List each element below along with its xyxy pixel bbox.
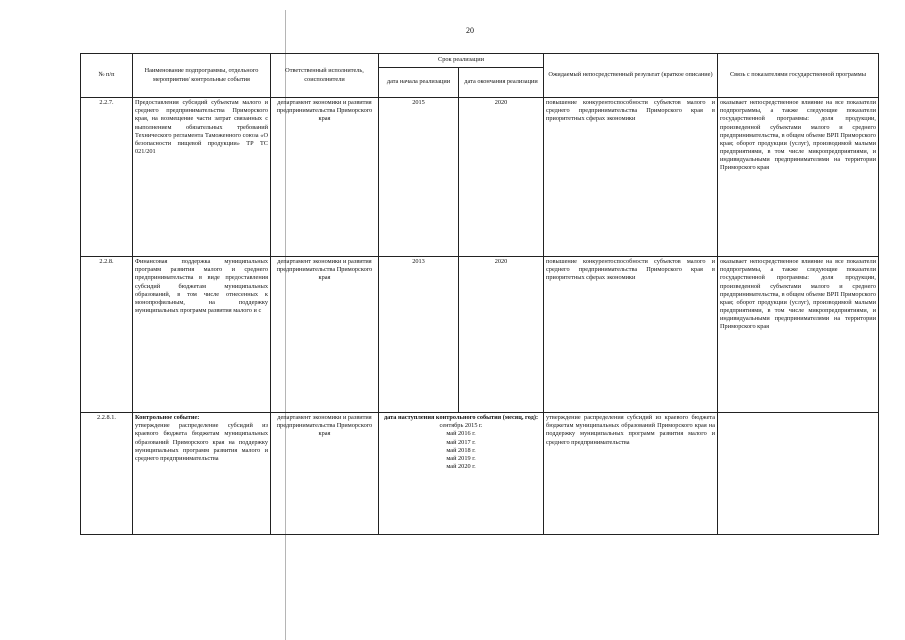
row-end: 2020 xyxy=(459,257,544,413)
row-start: 2013 xyxy=(379,257,459,413)
header-start: дата начала реализации xyxy=(379,68,459,98)
control-event-date: май 2019 г. xyxy=(446,454,476,462)
control-event-date: май 2020 г. xyxy=(446,463,476,471)
table-row xyxy=(81,413,879,535)
control-event-date: сентябрь 2015 г. xyxy=(439,422,483,430)
table-row xyxy=(81,257,879,413)
row-responsible: департамент экономики и развития предпринимательства Приморского края xyxy=(271,98,379,257)
header-result: Ожидаемый непосредственный результат (краткое описание) xyxy=(544,54,718,98)
header-end: дата окончания реализации xyxy=(459,68,544,98)
row-num: 2.2.8. xyxy=(81,257,133,413)
row-link: оказывает непосредственное влияние на все показатели подпрограммы, а также следующие показатели государственной программы: доля продукции, произведенной субъектами малого и среднего предпринимательства, в общем объеме ВРП Приморского края; оборот продукции (услуг), производимой малыми предприятиями, в том числе микропредприятиями, и индивидуальными предпринимателями на территории Приморского края xyxy=(718,257,879,413)
row-result: утверждение распределения субсидий из краевого бюджета бюджетам муниципальных образований Приморского края на поддержку муниципальных программ развития малого и среднего предпринимательства xyxy=(544,413,718,535)
program-activities-table xyxy=(80,53,879,535)
header-link: Связь с показателями государственной программы xyxy=(718,54,879,98)
header-period: Срок реализации xyxy=(379,54,544,68)
header-name: Наименование подпрограммы, отдельного мероприятия/ контрольные события xyxy=(133,54,271,98)
row-event xyxy=(133,413,271,535)
control-event-date: май 2017 г. xyxy=(446,438,476,446)
page-number: 20 xyxy=(466,26,474,35)
row-name: Финансовая поддержка муниципальных программ развития малого и среднего предпринимательства в виде предоставления субсидий бюджетам муниципальных образований, в том числе отнесенных к монопрофильным, на поддержку муниципальных программ развития малого и с xyxy=(133,257,271,413)
control-event-date: май 2016 г. xyxy=(446,430,476,438)
row-result: повышение конкурентоспособности субъектов малого и среднего предпринимательства Приморского края в приоритетных сферах экономики xyxy=(544,257,718,413)
row-link: оказывает непосредственное влияние на все показатели подпрограммы, а также следующие показатели государственной программы: доля продукции, произведенной субъектами малого и среднего предпринимательства, в общем объеме ВРП Приморского края; оборот продукции (услуг), производимой малыми предприятиями, в том числе микропредприятиями, и индивидуальными предпринимателями на территории Приморского края xyxy=(718,98,879,257)
row-start: 2015 xyxy=(379,98,459,257)
row-result: повышение конкурентоспособности субъектов малого и среднего предпринимательства Приморского края в приоритетных сферах экономики xyxy=(544,98,718,257)
row-name: утверждение распределение субсидий из краевого бюджета бюджетам муниципальных образований Приморского края на поддержку муниципальных программ развития малого и среднего предпринимательства xyxy=(135,422,268,462)
header-responsible: Ответственный исполнитель, соисполнители xyxy=(271,54,379,98)
row-num: 2.2.7. xyxy=(81,98,133,257)
row-responsible: департамент экономики и развития предпринимательства Приморского края xyxy=(271,413,379,535)
header-row xyxy=(81,54,879,68)
header-num: № п/п xyxy=(81,54,133,98)
control-event-date: май 2018 г. xyxy=(446,446,476,454)
row-responsible: департамент экономики и развития предпринимательства Приморского края xyxy=(271,257,379,413)
table-row xyxy=(81,98,879,257)
control-event-title: Контрольное событие: xyxy=(135,414,200,421)
row-end: 2020 xyxy=(459,98,544,257)
control-event-dates xyxy=(379,413,544,535)
row-num: 2.2.8.1. xyxy=(81,413,133,535)
row-link xyxy=(718,413,879,535)
control-event-dates-head: дата наступления контрольного события (месяц, год): xyxy=(383,414,539,421)
row-name: Предоставления субсидий субъектам малого и среднего предпринимательства Приморского края, на возмещение части затрат связанных с выполнением обязательных требований Технического регламента Таможенного союза «О безопасности пищевой продукции» ТР ТС 021/201 xyxy=(133,98,271,257)
